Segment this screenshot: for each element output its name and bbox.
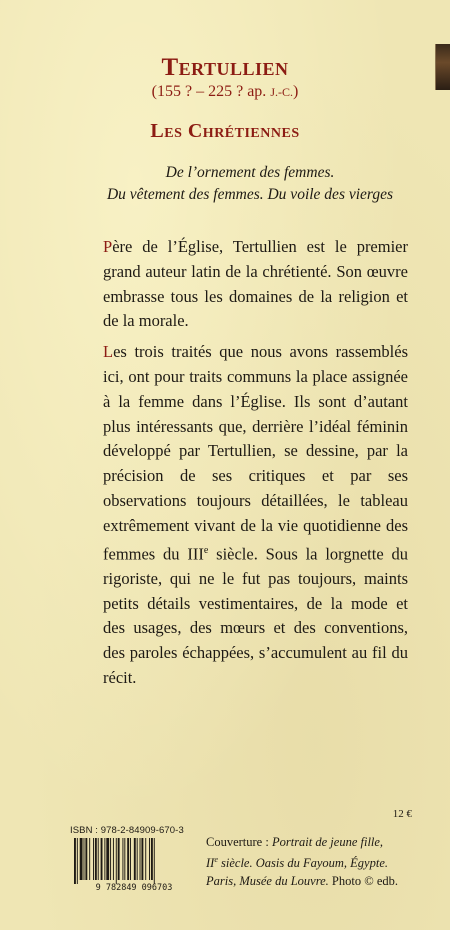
barcode-bar [80, 838, 83, 880]
dropcap: L [103, 342, 114, 362]
header [0, 54, 450, 102]
isbn: ISBN : 978-2-84909-670-3 [70, 825, 184, 836]
barcode [70, 838, 198, 892]
works-line-1: De l’ornement des femmes. [165, 164, 335, 181]
barcode-bar [74, 838, 76, 884]
barcode-bar [122, 838, 123, 880]
barcode-bar [140, 838, 141, 880]
dropcap: P [103, 237, 113, 256]
barcode-bar [110, 838, 111, 880]
cover-credits: Couverture : Portrait de jeune fille, IIe siècle. Oasis du Fayoum, Égypte. Paris, Musée du Louvre. Photo © edb. [206, 835, 399, 889]
author-title: Tertullien [161, 54, 289, 81]
works-line-2: Du vêtement des femmes. Du voile des vierges [106, 186, 394, 203]
barcode-bar [85, 838, 87, 880]
barcode-bar [116, 838, 117, 884]
blurb-paragraph-2: Les trois traités que nous avons rassemblés ici, ont pour traits communs la place assignée à la femme dans l’Église. Ils sont d’autant plus intéressants que, derrière l’idéal féminin développé par Tertullien, se dessine, par la précision de ses critiques et par ses observations toujours détaillées, le tableau extrêmement vivant de la vie quotidienne des femmes du IIIe siècle. Sous la lorgnette du rigoriste, qui ne le fut pas toujours, maints petits détails vestimentaires, de la mode et des usages, des mœurs et des conventions, des paroles échappées, s’accumulent au fil du récit. [103, 342, 408, 688]
barcode-bar [93, 838, 94, 880]
barcode-bar [127, 838, 129, 880]
barcode-bar [84, 838, 85, 880]
barcode-bar [101, 838, 103, 880]
price: 12 € [392, 808, 412, 820]
barcode-bar [130, 838, 131, 880]
blurb-paragraph-1: Père de l’Église, Tertullien est le premier grand auteur latin de la chrétienté. Son œuvre embrasse tous les domaines de la religion et de la morale. [103, 237, 408, 331]
barcode-digits: 9 782849 096703 [95, 883, 173, 892]
barcode-bar [141, 838, 143, 880]
barcode-bar [124, 838, 125, 880]
book-subtitle: Les Chrétiennes [150, 120, 300, 142]
barcode-bar [106, 838, 109, 880]
barcode-bar [95, 838, 97, 880]
blurb [103, 235, 408, 697]
author-dates: (155 ? – 225 ? ap. J.-C.) [151, 83, 299, 100]
barcode-bar [151, 838, 153, 880]
barcode-bar [113, 838, 114, 880]
barcode-bar [98, 838, 99, 880]
barcode-bar [104, 838, 105, 880]
barcode-bar [154, 838, 155, 884]
barcode-bar [134, 838, 136, 880]
barcode-bar [137, 838, 138, 880]
barcode-bar [77, 838, 78, 884]
works-list [60, 162, 440, 206]
barcode-bar [149, 838, 150, 880]
barcode-bar [145, 838, 146, 880]
barcode-bar [118, 838, 120, 880]
barcode-bar [89, 838, 90, 880]
